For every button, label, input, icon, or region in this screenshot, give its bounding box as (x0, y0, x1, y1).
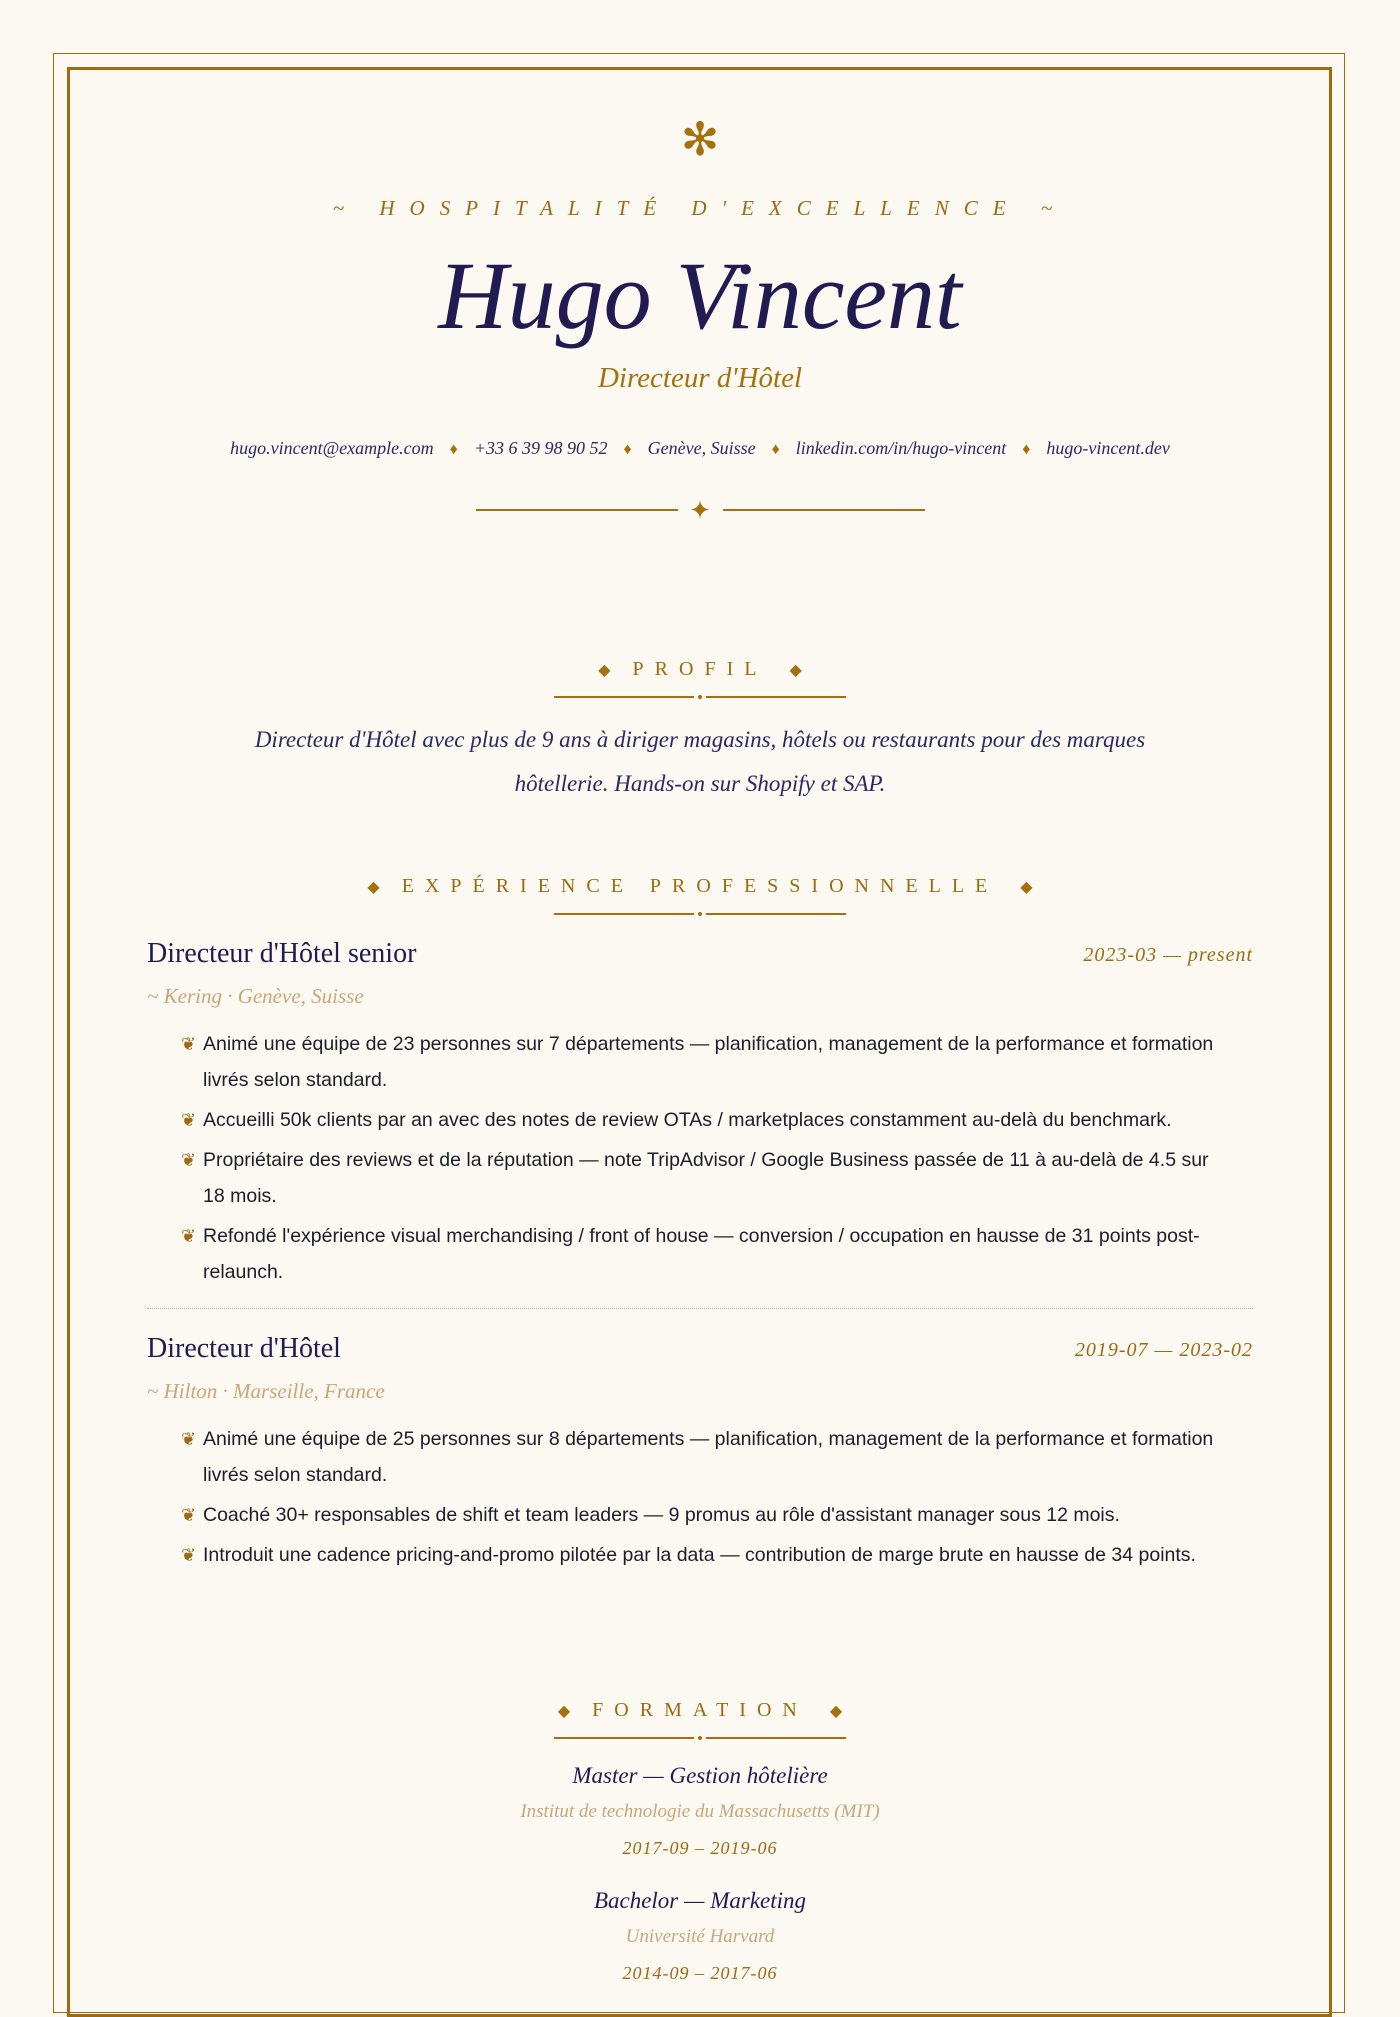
education-entry (147, 1886, 1253, 1986)
list-item: ❦ Animé une équipe de 23 personnes sur 7 départements — planification, management de la performance et formation livrés selon standard. (181, 1026, 1221, 1098)
section-heading-profile (147, 656, 1253, 700)
list-item: ❦ Introduit une cadence pricing-and-promo pilotée par la data — contribution de marge brute en hausse de 34 points. (181, 1537, 1221, 1573)
diamond-icon: ◆ (789, 662, 802, 679)
school: Institut de technologie du Massachusetts (MIT) (520, 1801, 880, 1822)
contact-line (147, 438, 1253, 459)
diamond-icon: ◆ (598, 662, 611, 679)
fleuron-bullet-icon: ❦ (181, 1505, 197, 1525)
fleuron-bullet-icon: ❦ (181, 1226, 197, 1246)
ornament-icon: ✻ (680, 112, 720, 166)
sparkle-icon: ✦ (689, 496, 711, 526)
list-item: ❦ Animé une équipe de 25 personnes sur 8 départements — planification, management de la performance et formation livrés selon standard. (181, 1421, 1221, 1493)
diamond-icon: ◆ (367, 879, 380, 896)
education-entry (147, 1761, 1253, 1861)
diamond-icon: ◆ (1020, 879, 1033, 896)
contact-linkedin[interactable]: linkedin.com/in/hugo-vincent (795, 438, 1007, 458)
fleuron-bullet-icon: ❦ (181, 1150, 197, 1170)
diamond-icon: ◆ (557, 1703, 571, 1720)
diamond-icon: ◆ (829, 1703, 843, 1720)
diamond-separator-icon: ♦ (771, 441, 780, 458)
job-title: Directeur d'Hôtel senior (147, 938, 417, 969)
list-item: ❦ Accueilli 50k clients par an avec des notes de review OTAs / marketplaces constamment au-delà du benchmark. (181, 1102, 1221, 1138)
contact-email[interactable]: hugo.vincent@example.com (230, 438, 434, 458)
section-title: FORMATION (592, 1699, 808, 1721)
education-dates: 2017-09 – 2019-06 (622, 1838, 778, 1858)
tagline: ~ HOSPITALITÉ D'EXCELLENCE ~ (332, 196, 1068, 220)
section-title: PROFIL (632, 658, 768, 680)
diamond-separator-icon: ♦ (1022, 441, 1031, 458)
section-title: EXPÉRIENCE PROFESSIONNELLE (401, 875, 999, 897)
fleuron-bullet-icon: ❦ (181, 1110, 197, 1130)
job-dates: 2019-07 — 2023-02 (1074, 1339, 1253, 1361)
list-item: ❦ Coaché 30+ responsables de shift et team leaders — 9 promus au rôle d'assistant manager sous 12 mois. (181, 1497, 1221, 1533)
diamond-separator-icon: ♦ (449, 441, 458, 458)
section-rule (554, 911, 846, 917)
section-rule (554, 1735, 846, 1741)
profile-summary: Directeur d'Hôtel avec plus de 9 ans à diriger magasins, hôtels ou restaurants pour des marques hôtellerie. Hands-on sur Shopify et SAP. (254, 727, 1146, 796)
job-dates: 2023-03 — present (1083, 944, 1253, 966)
fleuron-bullet-icon: ❦ (181, 1545, 197, 1565)
contact-phone[interactable]: +33 6 39 98 90 52 (473, 438, 608, 458)
fleuron-bullet-icon: ❦ (181, 1429, 197, 1449)
job-bullets (181, 1026, 1221, 1294)
section-heading-experience (147, 873, 1253, 917)
entry-separator (147, 1308, 1253, 1309)
list-item: ❦ Refondé l'expérience visual merchandising / front of house — conversion / occupation en hausse de 31 points post-relaunch. (181, 1218, 1221, 1290)
contact-location: Genève, Suisse (647, 438, 756, 458)
school: Université Harvard (625, 1926, 775, 1947)
diamond-separator-icon: ♦ (623, 441, 632, 458)
degree: Bachelor — Marketing (593, 1888, 807, 1913)
contact-website[interactable]: hugo-vincent.dev (1046, 438, 1170, 458)
job-bullets (181, 1421, 1221, 1577)
section-heading-education (147, 1697, 1253, 1741)
list-item: ❦ Propriétaire des reviews et de la réputation — note TripAdvisor / Google Business passée de 11 à au-delà de 4.5 sur 18 mois. (181, 1142, 1221, 1214)
education-dates: 2014-09 – 2017-06 (622, 1963, 778, 1983)
person-name: Hugo Vincent (438, 242, 962, 349)
job-organization: ~ Hilton · Marseille, France (147, 1379, 385, 1403)
job-organization: ~ Kering · Genève, Suisse (147, 984, 364, 1008)
degree: Master — Gestion hôtelière (572, 1763, 828, 1788)
person-role: Directeur d'Hôtel (597, 362, 803, 394)
section-rule (554, 694, 846, 700)
header-divider (147, 496, 1253, 526)
fleuron-bullet-icon: ❦ (181, 1034, 197, 1054)
job-title: Directeur d'Hôtel (147, 1333, 341, 1364)
